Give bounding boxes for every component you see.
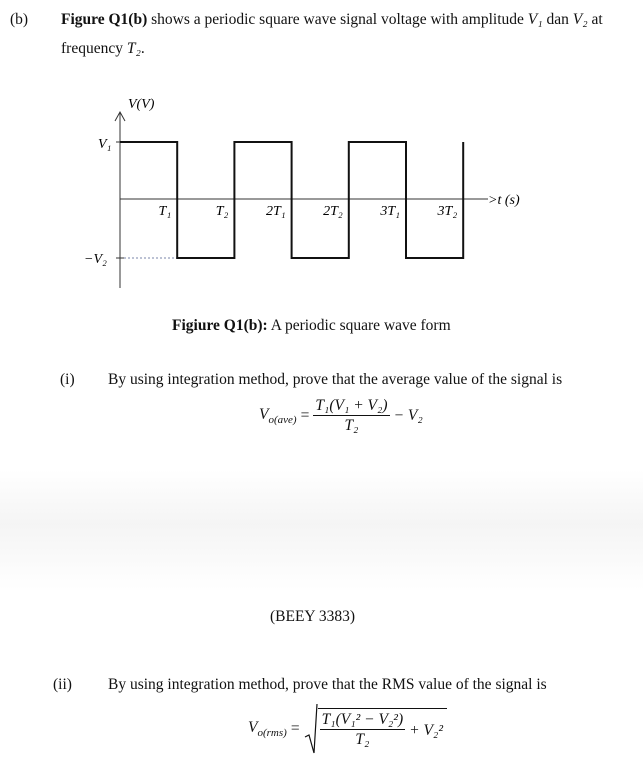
formula-i-tail: − V₂ — [393, 407, 423, 425]
formula-ii-fraction — [320, 711, 406, 749]
x-tick-label: T₁ — [158, 204, 172, 219]
x-tick-label: 2T₁ — [265, 204, 286, 219]
y-tick-label-v2: −V₂ — [84, 252, 107, 267]
intro-v2: V₂ — [572, 11, 588, 28]
figure-caption — [172, 317, 451, 335]
y-axis-label: V(V) — [128, 97, 155, 112]
intro-at: at — [587, 11, 603, 28]
formula-ii-equals: = — [290, 720, 300, 737]
figure-reference: Figure Q1(b) — [61, 11, 148, 28]
part-i-label: (i) — [60, 371, 75, 388]
part-ii-label: (ii) — [53, 676, 72, 693]
section-label: (b) — [10, 11, 29, 28]
square-wave-trace — [120, 142, 463, 258]
x-tick-label: 3T₂ — [437, 204, 458, 219]
intro-t2: T₂ — [126, 40, 141, 57]
course-code: (BEEY 3383) — [270, 608, 356, 625]
formula-ii-denominator: T₂ — [355, 731, 370, 749]
intro-v1: V₁ — [527, 11, 543, 28]
part-i-text: By using integration method, prove that the average value of the signal is — [108, 371, 563, 388]
square-wave-figure — [0, 0, 643, 310]
intro-text-2: frequency — [61, 40, 127, 57]
radical-sign — [304, 703, 318, 755]
formula-i-numerator: T₁(V₁ + V₂) — [315, 397, 388, 414]
radical-content — [318, 708, 447, 749]
average-formula — [259, 397, 423, 435]
part-ii-text: By using integration method, prove that the RMS value of the signal is — [108, 676, 547, 693]
rms-formula — [248, 703, 447, 755]
caption-label: Figiure Q1(b): — [172, 317, 268, 334]
intro-text-1: shows a periodic square wave signal voltage with amplitude — [147, 11, 528, 28]
photo-shading — [0, 470, 643, 590]
x-axis-label: >t (s) — [488, 193, 520, 208]
formula-ii-lhs: $V_{o(rms)}$ — [248, 718, 287, 740]
y-tick-label-v1: V₁ — [98, 137, 112, 152]
formula-i-denominator: T₂ — [344, 416, 359, 434]
formula-i-fraction — [313, 397, 389, 435]
x-tick-label: 2T₂ — [323, 204, 343, 219]
caption-text: A periodic square wave form — [267, 317, 451, 334]
formula-ii-numerator: T₁(V₁² − V₂²) — [321, 711, 404, 729]
x-tick-label: T₂ — [215, 204, 229, 219]
x-axis-label-text: t (s) — [497, 193, 520, 208]
formula-ii-tail: + V₂² — [409, 721, 443, 739]
intro-period: . — [140, 40, 145, 57]
x-tick-label: 3T₁ — [380, 204, 400, 219]
formula-i-equals: = — [300, 407, 310, 425]
formula-i-lhs: $V_{o(ave)}$ — [259, 406, 297, 427]
intro-dan: dan — [542, 11, 573, 28]
